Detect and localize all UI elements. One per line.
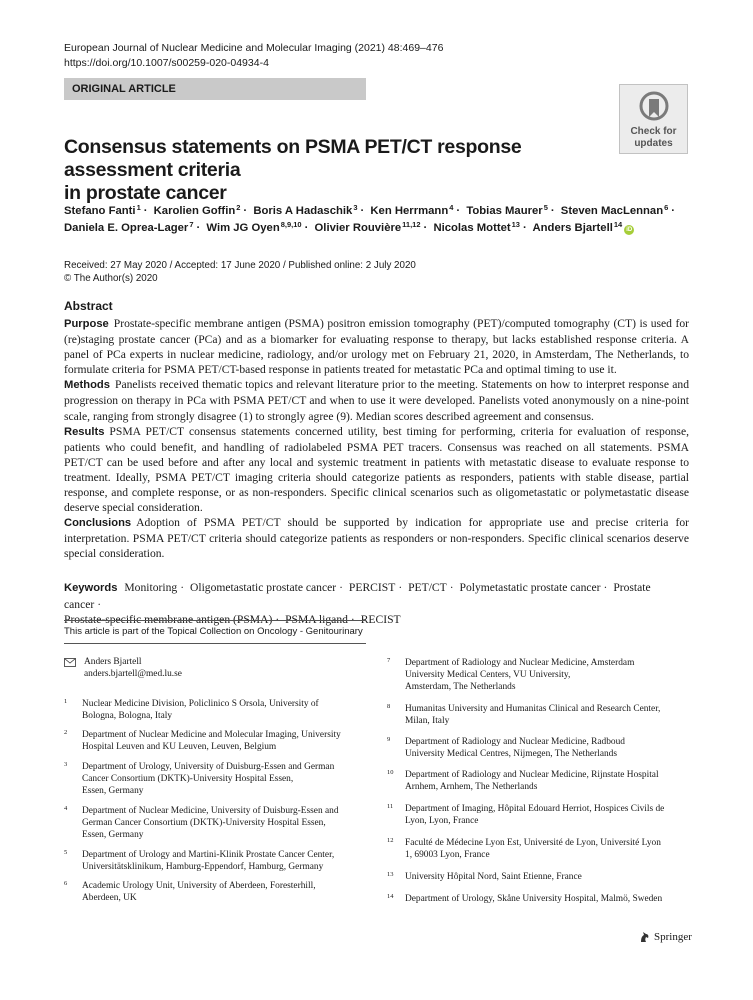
- keyword: RECIST: [360, 613, 401, 626]
- author-affiliation-ref: 11,12: [402, 220, 421, 229]
- topical-collection-note: This article is part of the Topical Collection on Oncology - Genitourinary: [64, 626, 363, 637]
- author-name[interactable]: Boris A Hadaschik: [253, 205, 353, 217]
- author-affiliation-ref: 3: [353, 203, 358, 212]
- keyword-separator: ·: [449, 581, 454, 594]
- affiliation-line: University Medical Centres, Nijmegen, The Netherlands: [405, 749, 618, 760]
- footnote-rule-bottom: [64, 643, 366, 644]
- affiliation-line: Faculté de Médecine Lyon Est, Université de Lyon, Université Lyon: [405, 838, 661, 848]
- affiliation-number: 11: [387, 803, 394, 810]
- keyword-separator: ·: [398, 581, 403, 594]
- author-list: [64, 203, 694, 237]
- affiliation-line: Milan, Italy: [405, 716, 450, 727]
- affiliation-number: 14: [387, 893, 394, 900]
- orcid-icon[interactable]: iD: [626, 227, 633, 233]
- affiliation-number: 4: [64, 805, 68, 812]
- corresponding-author-email[interactable]: anders.bjartell@med.lu.se: [84, 669, 182, 680]
- affiliation-line: Lyon, Lyon, France: [405, 816, 479, 827]
- affiliation-number: 2: [64, 729, 68, 736]
- author-separator: ·: [360, 205, 365, 217]
- affiliation-line: Humanitas University and Humanitas Clinical and Research Center,: [405, 704, 661, 714]
- affiliation-line: German Cancer Consortium (DKTK)-University Hospital Essen,: [82, 818, 326, 829]
- check-for-updates-line1: Check for: [630, 126, 677, 137]
- keyword-separator: ·: [97, 597, 102, 611]
- author-separator: ·: [522, 222, 527, 234]
- affiliation-line: Department of Radiology and Nuclear Medicine, Radboud: [405, 737, 625, 747]
- abstract-section: [64, 299, 689, 562]
- affiliation-number: 1: [64, 698, 68, 705]
- keyword-separator: ·: [180, 581, 185, 594]
- publisher-name: Springer: [654, 931, 692, 943]
- affiliation-number: 7: [387, 657, 391, 664]
- keyword: PSMA ligand: [285, 613, 348, 626]
- title-line-2: in prostate cancer: [64, 182, 227, 204]
- author-separator: ·: [243, 205, 248, 217]
- footnote-rule-top: [64, 620, 366, 621]
- keyword-separator: ·: [275, 613, 280, 626]
- keyword: PET/CT: [408, 581, 447, 594]
- affiliation-line: University Hôpital Nord, Saint Etienne, France: [405, 872, 582, 882]
- author-affiliation-ref: 8,9,10: [280, 220, 302, 229]
- affiliation-line: Essen, Germany: [82, 830, 144, 841]
- affiliation-number: 9: [387, 736, 391, 743]
- publication-dates: [64, 259, 416, 285]
- author-affiliation-ref: 6: [664, 203, 669, 212]
- keyword-separator: ·: [350, 613, 355, 626]
- affiliation-line: Department of Nuclear Medicine, University of Duisburg-Essen and: [82, 806, 339, 816]
- author-affiliation-ref: 5: [543, 203, 548, 212]
- abstract-results: [64, 424, 689, 516]
- envelope-icon: [64, 658, 76, 667]
- affiliation-line: Essen, Germany: [82, 786, 144, 797]
- affiliation-line: University Medical Centers, VU University,: [405, 670, 571, 681]
- springer-horse-icon: [638, 930, 651, 943]
- author-name[interactable]: Ken Herrmann: [370, 205, 449, 217]
- affiliation-number: 10: [387, 769, 394, 776]
- published-date: Published online: 2 July 2020: [288, 260, 416, 271]
- keyword: Oligometastatic prostate cancer: [189, 581, 337, 594]
- author-separator: ·: [196, 222, 201, 234]
- affiliation-line: Cancer Consortium (DKTK)-University Hospital Essen,: [82, 774, 294, 785]
- author-affiliation-ref: 2: [236, 203, 241, 212]
- article-title: [64, 136, 614, 205]
- affiliation-line: Amsterdam, The Netherlands: [405, 682, 516, 693]
- affiliation-line: Department of Urology and Martini-Klinik Prostate Cancer Center,: [82, 850, 335, 860]
- affiliation-line: Department of Imaging, Hôpital Edouard Herriot, Hospices Civils de: [405, 804, 665, 814]
- keyword: Polymetastatic prostate cancer: [459, 581, 601, 594]
- keywords-label: Keywords: [64, 582, 118, 594]
- keyword-separator: ·: [603, 581, 608, 594]
- author-separator: ·: [671, 205, 676, 217]
- author-affiliation-ref: 4: [449, 203, 454, 212]
- author-name[interactable]: Daniela E. Oprea-Lager: [64, 222, 189, 234]
- author-name[interactable]: Stefano Fanti: [64, 205, 136, 217]
- affiliation-line: Department of Radiology and Nuclear Medicine, Amsterdam: [405, 658, 635, 668]
- affiliation-line: Bologna, Bologna, Italy: [82, 711, 173, 722]
- author-name[interactable]: Anders Bjartell: [532, 222, 613, 234]
- abstract-purpose: [64, 316, 689, 377]
- author-separator: ·: [143, 205, 148, 217]
- author-affiliation-ref: 13: [511, 220, 520, 229]
- author-name[interactable]: Nicolas Mottet: [433, 222, 511, 234]
- affiliation-number: 5: [64, 849, 68, 856]
- copyright-text: The Author(s) 2020: [73, 273, 158, 284]
- author-name[interactable]: Wim JG Oyen: [206, 222, 280, 234]
- affiliation-line: Hospital Leuven and KU Leuven, Leuven, Belgium: [82, 742, 277, 753]
- abstract-heading: Abstract: [64, 299, 113, 313]
- journal-citation: [64, 41, 443, 71]
- keyword: Prostate cancer: [64, 581, 651, 611]
- affiliation-number: 3: [64, 761, 68, 768]
- keyword-separator: ·: [339, 581, 344, 594]
- author-affiliation-ref: 14: [613, 220, 623, 229]
- purpose-label: Purpose: [64, 318, 109, 330]
- affiliation-line: Arnhem, Arnhem, The Netherlands: [405, 782, 538, 793]
- author-name[interactable]: Tobias Maurer: [466, 205, 543, 217]
- keyword: Monitoring: [124, 581, 178, 594]
- doi-link[interactable]: https://doi.org/10.1007/s00259-020-04934-4: [64, 57, 269, 69]
- results-text: PSMA PET/CT consensus statements concerned utility, best timing for performing, criteria for evaluation of response, patients who could benefit, and handling of radiolabeled PSMA PET tracers. Consensus was reached on all statements. PSMA PET/CT can be used before and after any local and systemic treatment in patients with metastatic disease to evaluate response to treatment. Ideally, PSMA PET/CT imaging criteria should categorize patients as responders, patients with stable disease, partial response, and complete response, or as non-responders. Specific clinical scenarios such as oligometastatic or polymetastatic disease deserve special consideration.: [64, 424, 689, 515]
- author-separator: ·: [423, 222, 428, 234]
- author-separator: ·: [550, 205, 555, 217]
- abstract-methods: [64, 377, 689, 423]
- article-type-banner: ORIGINAL ARTICLE: [64, 78, 366, 100]
- author-name[interactable]: Olivier Rouvière: [314, 222, 402, 234]
- publisher-logo: [638, 930, 692, 944]
- affiliation-number: 8: [387, 703, 391, 710]
- author-affiliation-ref: 7: [189, 220, 194, 229]
- affiliation-line: Aberdeen, UK: [82, 893, 137, 904]
- affiliation-line: 1, 69003 Lyon, France: [405, 850, 490, 861]
- affiliation-number: 6: [64, 880, 68, 887]
- affiliation-number: 12: [387, 837, 394, 844]
- affiliation-line: Department of Urology, University of Duisburg-Essen and German: [82, 762, 335, 772]
- methods-text: Panelists received thematic topics and relevant literature prior to the meeting. Statements on how to interpret response and progression on therapy in PCa with PSMA PET/CT and when to use it were developed. Panelists voted anonymously on a nine-point scale, ranging from strongly disagree (1) to strongly agree (9). Median scores described agreement and consensus.: [64, 378, 689, 423]
- affiliation-line: Academic Urology Unit, University of Aberdeen, Foresterhill,: [82, 881, 316, 891]
- affiliation-line: Department of Radiology and Nuclear Medicine, Rijnstate Hospital: [405, 770, 659, 780]
- journal-line: European Journal of Nuclear Medicine and Molecular Imaging (2021) 48:469–476: [64, 42, 444, 54]
- title-line-1: Consensus statements on PSMA PET/CT response assessment criteria: [64, 136, 522, 181]
- corresponding-author-name: Anders Bjartell: [84, 657, 142, 667]
- abstract-conclusions: [64, 515, 689, 561]
- author-separator: ·: [304, 222, 309, 234]
- author-separator: ·: [456, 205, 461, 217]
- bookmark-icon: [639, 91, 669, 125]
- author-name[interactable]: Steven MacLennan: [560, 205, 664, 217]
- check-for-updates-line2: updates: [634, 138, 673, 149]
- methods-label: Methods: [64, 379, 110, 392]
- results-label: Results: [64, 425, 105, 438]
- keyword: Prostate-specific membrane antigen (PSMA): [64, 613, 273, 626]
- affiliation-number: 13: [387, 871, 394, 878]
- check-for-updates-badge[interactable]: [619, 84, 688, 154]
- conclusions-label: Conclusions: [64, 517, 132, 530]
- affiliation-line: Universitätsklinikum, Hamburg-Eppendorf, Hamburg, Germany: [82, 862, 324, 873]
- conclusions-text: Adoption of PSMA PET/CT should be supported by indication for appropriate use and precise criteria for interpretation. PSMA PET/CT criteria should categorize patients as responders or non-responders. Specific clinical scenarios deserve special consideration.: [64, 516, 689, 561]
- author-name[interactable]: Karolien Goffin: [153, 205, 236, 217]
- copyright-icon: ©: [64, 273, 72, 284]
- purpose-text: Prostate-specific membrane antigen (PSMA) positron emission tomography (PET)/computed tomography (CT) is used for (re)staging prostate cancer (PCa) and as a biomarker for evaluating response to therapy, but lacks established response criteria. A panel of PCa experts in nuclear medicine, radiology, and/or urology met on February 21, 2020, in Amsterdam, The Netherlands, to formulate criteria for PSMA PET/CT-based response in patients treated for metastatic PCa and optimal timing to use it.: [64, 317, 689, 377]
- author-affiliation-ref: 1: [136, 203, 141, 212]
- affiliation-line: Department of Nuclear Medicine and Molecular Imaging, University: [82, 730, 341, 740]
- received-accepted-dates: Received: 27 May 2020 / Accepted: 17 June 2020 /: [64, 260, 286, 271]
- affiliation-line: Department of Urology, Skåne University Hospital, Malmö, Sweden: [405, 894, 663, 904]
- keyword: PERCIST: [348, 581, 396, 594]
- affiliation-line: Nuclear Medicine Division, Policlinico S Orsola, University of: [82, 699, 319, 709]
